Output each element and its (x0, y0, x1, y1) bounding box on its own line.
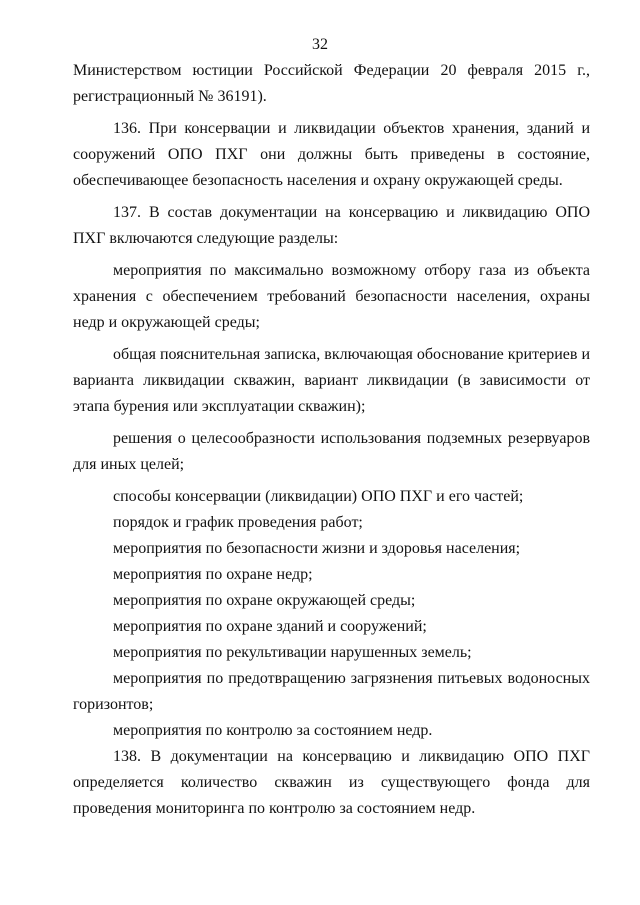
list-item: общая пояснительная записка, включающая обоснование критериев и варианта ликвидации скважин, вариант ликвидации (в зависимости от этапа бурения или эксплуатации скважин); (73, 346, 590, 415)
paragraph-138: 138. В документации на консервацию и ликвидацию ОПО ПХГ определяется количество скважин из существующего фонда для проведения мониторинга по контролю за состоянием недр. (73, 748, 590, 817)
paragraph-intro-continuation: Министерством юстиции Российской Федерации 20 февраля 2015 г., регистрационный № 36191). (73, 62, 590, 105)
list-item: мероприятия по контролю за состоянием недр. (113, 722, 433, 739)
paragraph-137: 137. В состав документации на консервацию и ликвидацию ОПО ПХГ включаются следующие разделы: (73, 204, 590, 247)
list-item: мероприятия по охране зданий и сооружений; (113, 618, 427, 635)
list-item: мероприятия по максимально возможному отбору газа из объекта хранения с обеспечением требований безопасности населения, охраны недр и окружающей среды; (73, 262, 590, 331)
list-item: мероприятия по охране окружающей среды; (113, 592, 416, 609)
list-item: мероприятия по предотвращению загрязнения питьевых водоносных горизонтов; (73, 670, 590, 713)
list-item: способы консервации (ликвидации) ОПО ПХГ и его частей; (113, 488, 524, 505)
list-item: порядок и график проведения работ; (113, 514, 363, 531)
list-item: мероприятия по рекультивации нарушенных земель; (113, 644, 472, 661)
paragraph-136: 136. При консервации и ликвидации объектов хранения, зданий и сооружений ОПО ПХГ они должны быть приведены в состояние, обеспечивающее безопасность населения и охрану окружающей среды. (73, 120, 590, 189)
list-item: мероприятия по безопасности жизни и здоровья населения; (113, 540, 521, 557)
list-item: мероприятия по охране недр; (113, 566, 313, 583)
list-item: решения о целесообразности использования подземных резервуаров для иных целей; (73, 430, 590, 473)
document-body (73, 58, 590, 822)
page-number: 32 (312, 36, 328, 53)
